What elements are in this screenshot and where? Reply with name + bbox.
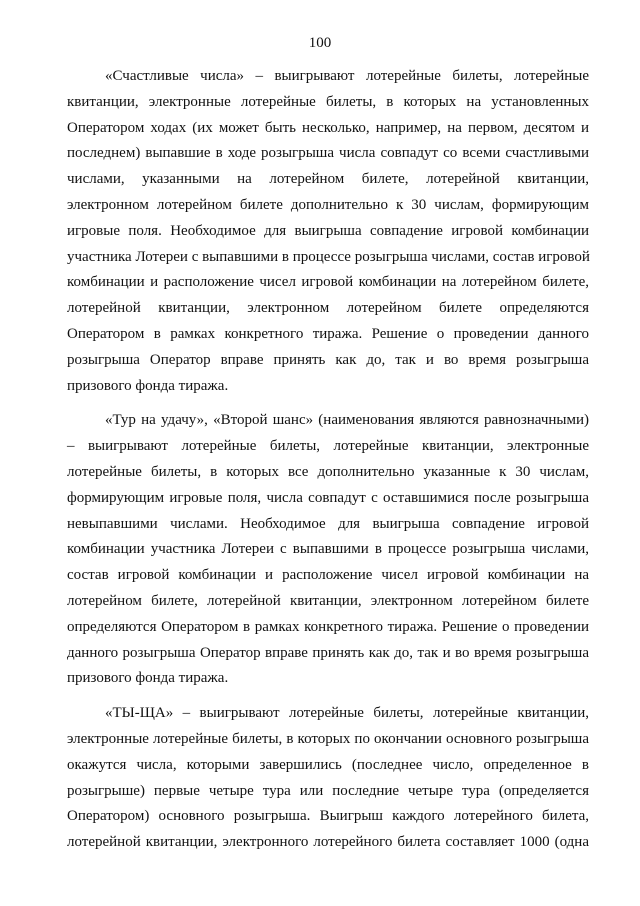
text-line: участника Лотереи с выпавшими в процессе розыгрыша числами, состав игровой: [67, 248, 590, 265]
text-line: формирующим игровые поля, числа совпадут с оставшимися после розыгрыша: [67, 489, 589, 506]
text-line: «Счастливые числа» – выигрывают лотерейные билеты, лотерейные: [105, 68, 589, 84]
text-line: электронном лотерейном билете дополнительно к 30 числам, формирующим: [67, 196, 589, 213]
text-line: розыгрыша Оператор вправе принять как до, так и во время розыгрыша: [67, 351, 589, 368]
page-number: 100: [308, 35, 332, 51]
text-line: электронные лотерейные билеты, в которых по окончании основного розыгрыша: [67, 730, 589, 747]
text-line: лотерейные билеты, в которых все дополнительно указанные к 30 числам,: [67, 463, 589, 480]
text-line: квитанции, электронные лотерейные билеты, в которых на установленных: [67, 93, 589, 110]
text-line: Оператором ходах (их может быть несколько, например, на первом, десятом и: [67, 119, 589, 136]
text-line: призового фонда тиража.: [67, 377, 229, 394]
text-line: комбинации участника Лотереи с выпавшими в процессе розыгрыша числами,: [67, 541, 589, 558]
text-line: «ТЫ-ЩА» – выигрывают лотерейные билеты, лотерейные квитанции,: [105, 705, 589, 722]
text-line: лотерейном билете, лотерейной квитанции, электронном лотерейном билете: [67, 592, 589, 609]
paragraph-tysha: [67, 701, 589, 856]
paragraph-lucky-numbers: [67, 64, 589, 399]
text-line: Оператором в рамках конкретного тиража. Решение о проведении данного: [67, 325, 589, 342]
text-line: призового фонда тиража.: [67, 670, 229, 687]
text-line: игровые поля. Необходимое для выигрыша совпадение игровой комбинации: [67, 222, 589, 239]
text-line: лотерейной квитанции, электронном лотерейном билете определяются: [67, 300, 589, 317]
text-line: данного розыгрыша Оператор вправе принять как до, так и во время розыгрыша: [67, 644, 589, 661]
text-line: Оператором) основного розыгрыша. Выигрыш каждого лотерейного билета,: [67, 808, 589, 825]
text-line: лотерейной квитанции, электронного лотерейного билета составляет 1000 (одна: [67, 834, 589, 851]
text-line: определяются Оператором в рамках конкретного тиража. Решение о проведении: [67, 618, 589, 635]
text-line: розыгрыше) первые четыре тура или последние четыре тура (определяется: [67, 782, 589, 799]
text-line: числами, указанными на лотерейном билете, лотерейной квитанции,: [67, 171, 589, 188]
paragraph-second-chance: [67, 408, 589, 692]
document-body: [67, 64, 589, 865]
text-line: состав игровой комбинации и расположение чисел игровой комбинации на: [67, 567, 589, 584]
text-line: «Тур на удачу», «Второй шанс» (наименования являются равнозначными): [105, 412, 589, 429]
text-line: – выигрывают лотерейные билеты, лотерейные квитанции, электронные: [67, 438, 589, 455]
text-line: окажутся числа, которыми завершились (последнее число, определенное в: [67, 756, 589, 773]
text-line: комбинации и расположение чисел игровой комбинации на лотерейном билете,: [67, 274, 589, 291]
text-line: невыпавшими числами. Необходимое для выигрыша совпадение игровой: [67, 515, 589, 532]
text-line: последнем) выпавшие в ходе розыгрыша числа совпадут со всеми счастливыми: [67, 145, 589, 162]
